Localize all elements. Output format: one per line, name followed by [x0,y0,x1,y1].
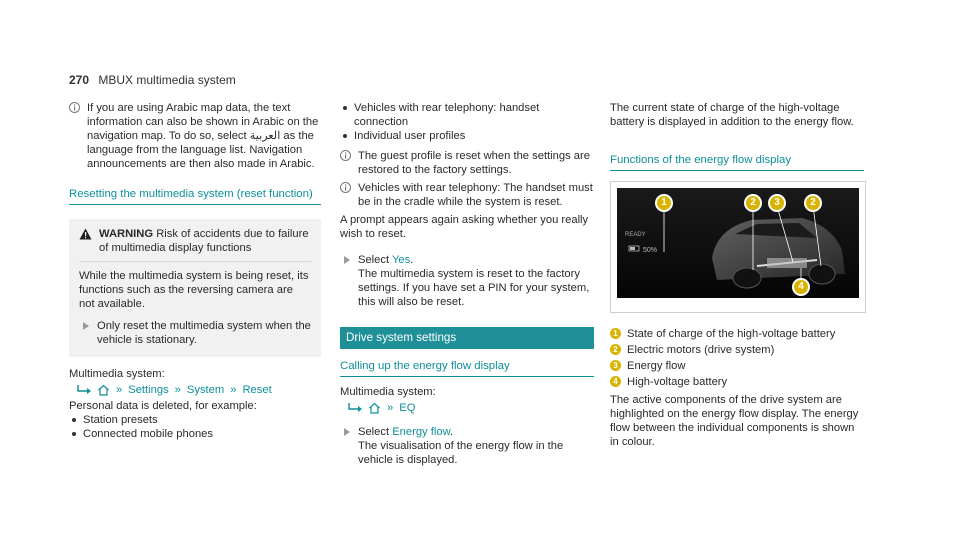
warning-triangle-icon [79,228,92,240]
warning-body [79,261,311,347]
info-icon [69,102,80,113]
warning-box [69,219,321,357]
note-text: Vehicles with rear telephony: The handset must be in the cradle while the system is reset. [358,182,593,208]
bullet-dot [72,418,76,422]
column-3 [610,101,864,449]
ready-label: READY [625,232,646,238]
step-arrow-icon [83,322,89,330]
list-item-text: Individual user profiles [354,130,466,142]
legend-callout: 1 [610,328,621,339]
battery-percent: 50% [643,247,658,254]
path-label: Multimedia system: [69,368,165,380]
callout-2b: 2 [804,194,822,212]
step-suffix: . [410,254,414,266]
list-item [340,101,594,129]
legend-text: State of charge of the high-voltage battery [627,328,836,340]
warning-label: WARNING [99,228,154,240]
path-label: Multimedia system: [340,386,436,398]
outro-text: The active components of the drive system are highlighted on the energy flow display. The energy flow between the individual components is shown in colour. [610,394,859,448]
bullet-dot [343,134,347,138]
deleted-intro: Personal data is deleted, for example: [69,400,257,412]
vehicle-scene [617,188,859,298]
yes-link[interactable]: Yes [392,254,411,266]
note-handset [340,181,594,209]
prompt-text: A prompt appears again asking whether you really wish to reset. [340,214,589,240]
legend-callout: 4 [610,376,621,387]
note-text: The guest profile is reset when the settings are restored to the factory settings. [358,150,590,176]
note-arabic [69,101,321,171]
legend-item [610,375,864,389]
path-item-reset[interactable]: Reset [242,384,272,396]
legend-item [610,327,864,341]
list-item [69,427,321,441]
energy-flow-figure [610,181,866,313]
step-body: The multimedia system is reset to the factory settings. If you have set a PIN for your system, this will also be reset. [358,268,590,308]
double-chevron-icon: » [116,384,123,396]
home-icon[interactable] [368,402,381,414]
list-item-text: Vehicles with rear telephony: handset connection [354,102,540,128]
path-return-arrow-icon [77,385,91,395]
bullet-dot [72,432,76,436]
list-item-text: Connected mobile phones [83,428,213,440]
vehicle-illustration [617,188,859,298]
step-prefix: Select [358,426,393,438]
warning-step-text: Only reset the multimedia system when the vehicle is stationary. [97,320,311,346]
double-chevron-icon: » [387,402,394,414]
page-title: MBUX multimedia system [98,73,236,87]
legend-callout: 2 [610,344,621,355]
step-arrow-icon [344,256,350,264]
legend-callout: 3 [610,360,621,371]
section-bar-drive-settings: Drive system settings [340,327,594,349]
legend-text: Energy flow [627,360,686,372]
section-title-energy-flow[interactable]: Calling up the energy flow display [340,359,594,377]
column-2 [340,101,594,467]
warning-step [79,319,311,347]
section-title-reset[interactable]: Resetting the multimedia system (reset function) [69,187,321,205]
page-number: 270 [69,73,90,87]
callout-4: 4 [792,278,810,296]
callout-2: 2 [744,194,762,212]
path-item-system[interactable]: System [186,384,225,396]
note-text: If you are using Arabic map data, the text information can also be shown in Arabic on the navigation map. To do so, select العربية as the language from the language list. Navigation announcements are then also made in Arabic. [87,102,319,170]
step-body: The visualisation of the energy flow in the vehicle is displayed. [358,440,564,466]
legend-item [610,359,864,373]
step-select-yes [340,253,594,309]
double-chevron-icon: » [230,384,237,396]
energy-flow-link[interactable]: Energy flow [392,426,451,438]
section-title-functions[interactable]: Functions of the energy flow display [610,153,864,171]
step-select-energy-flow [340,425,594,467]
warning-text: Risk of accidents due to failure of multimedia display functions [99,228,309,254]
path-item-settings[interactable]: Settings [128,384,169,396]
list-item [69,413,321,427]
note-guest [340,149,594,177]
step-arrow-icon [344,428,350,436]
page-header [69,73,236,87]
menu-path [340,401,594,415]
info-icon [340,182,351,193]
home-icon[interactable] [97,384,110,396]
path-return-arrow-icon [348,403,362,413]
warning-head [79,227,311,255]
path-item-eq[interactable]: EQ [399,402,416,414]
legend-item [610,343,864,357]
intro-text: The current state of charge of the high-voltage battery is displayed in addition to the energy flow. [610,102,854,128]
menu-path [69,383,321,397]
list-item-text: Station presets [83,414,158,426]
callout-1: 1 [655,194,673,212]
warning-body-text: While the multimedia system is being reset, its functions such as the reversing camera are not available. [79,270,309,310]
step-suffix: . [450,426,454,438]
double-chevron-icon: » [174,384,181,396]
step-prefix: Select [358,254,392,266]
legend-text: Electric motors (drive system) [627,344,775,356]
callout-3: 3 [768,194,786,212]
bullet-dot [343,106,347,110]
info-icon [340,150,351,161]
column-1 [69,101,321,441]
list-item [340,129,594,143]
legend-text: High-voltage battery [627,376,728,388]
